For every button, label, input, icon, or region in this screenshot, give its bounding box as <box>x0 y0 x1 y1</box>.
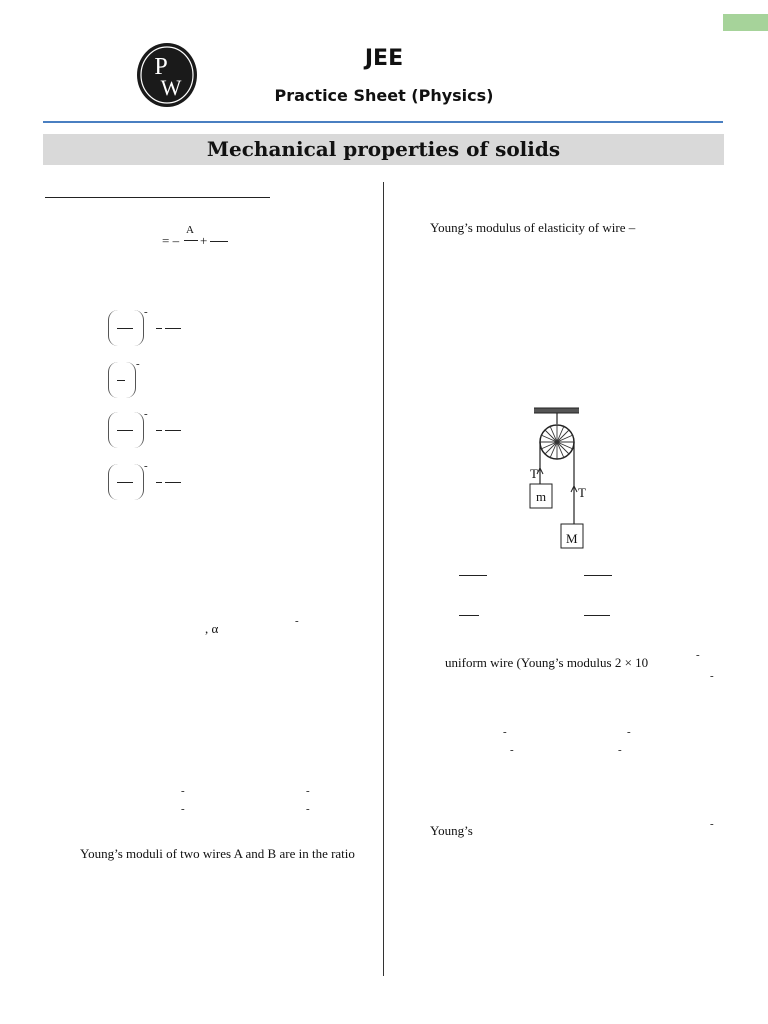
svg-text:P: P <box>154 54 168 80</box>
option-fraction <box>459 575 487 576</box>
minus-mark: - <box>503 726 507 738</box>
page-title: JEE <box>364 46 404 71</box>
section-rule <box>45 197 270 198</box>
minus-mark: - <box>710 818 714 830</box>
option-fraction <box>459 615 479 616</box>
pw-logo-icon <box>136 42 198 108</box>
option-b: - <box>108 362 148 398</box>
minus-mark: - <box>306 803 310 815</box>
mass-small-label: m <box>536 489 547 504</box>
minus-mark: - <box>510 744 514 756</box>
chapter-banner: Mechanical properties of solids <box>43 134 724 165</box>
minus-mark: - <box>710 670 714 682</box>
option-fraction <box>584 615 610 616</box>
question-text: Young’s <box>430 823 473 838</box>
question-text: uniform wire (Young’s modulus 2 × 10 <box>445 655 649 670</box>
option-c: - <box>108 412 198 448</box>
minus-mark: - <box>181 803 185 815</box>
minus-mark: - <box>295 615 299 627</box>
header-rule <box>43 121 723 123</box>
minus-mark: - <box>627 726 631 738</box>
page-subtitle: Practice Sheet (Physics) <box>274 86 494 105</box>
formula-equals: = – <box>162 233 180 248</box>
mass-large-label: M <box>566 531 578 546</box>
tension-label-right: T <box>578 485 586 500</box>
option-d: - <box>108 464 198 500</box>
option-fraction <box>584 575 612 576</box>
formula-line <box>162 224 242 250</box>
column-divider <box>383 182 384 976</box>
minus-mark: - <box>696 649 700 661</box>
option-a: - <box>108 310 198 346</box>
alpha-text: , α <box>205 621 219 636</box>
minus-mark: - <box>181 785 185 797</box>
tension-label-left: T <box>530 466 538 481</box>
minus-mark: - <box>618 744 622 756</box>
question-text: Young’s modulus of elasticity of wire – <box>430 220 636 235</box>
corner-tab <box>723 14 768 31</box>
formula-numerator: A <box>186 224 194 236</box>
minus-mark: - <box>306 785 310 797</box>
formula-plus: + <box>200 233 208 248</box>
svg-text:W: W <box>160 75 182 100</box>
question-text: Young’s moduli of two wires A and B are in the ratio <box>80 846 355 861</box>
